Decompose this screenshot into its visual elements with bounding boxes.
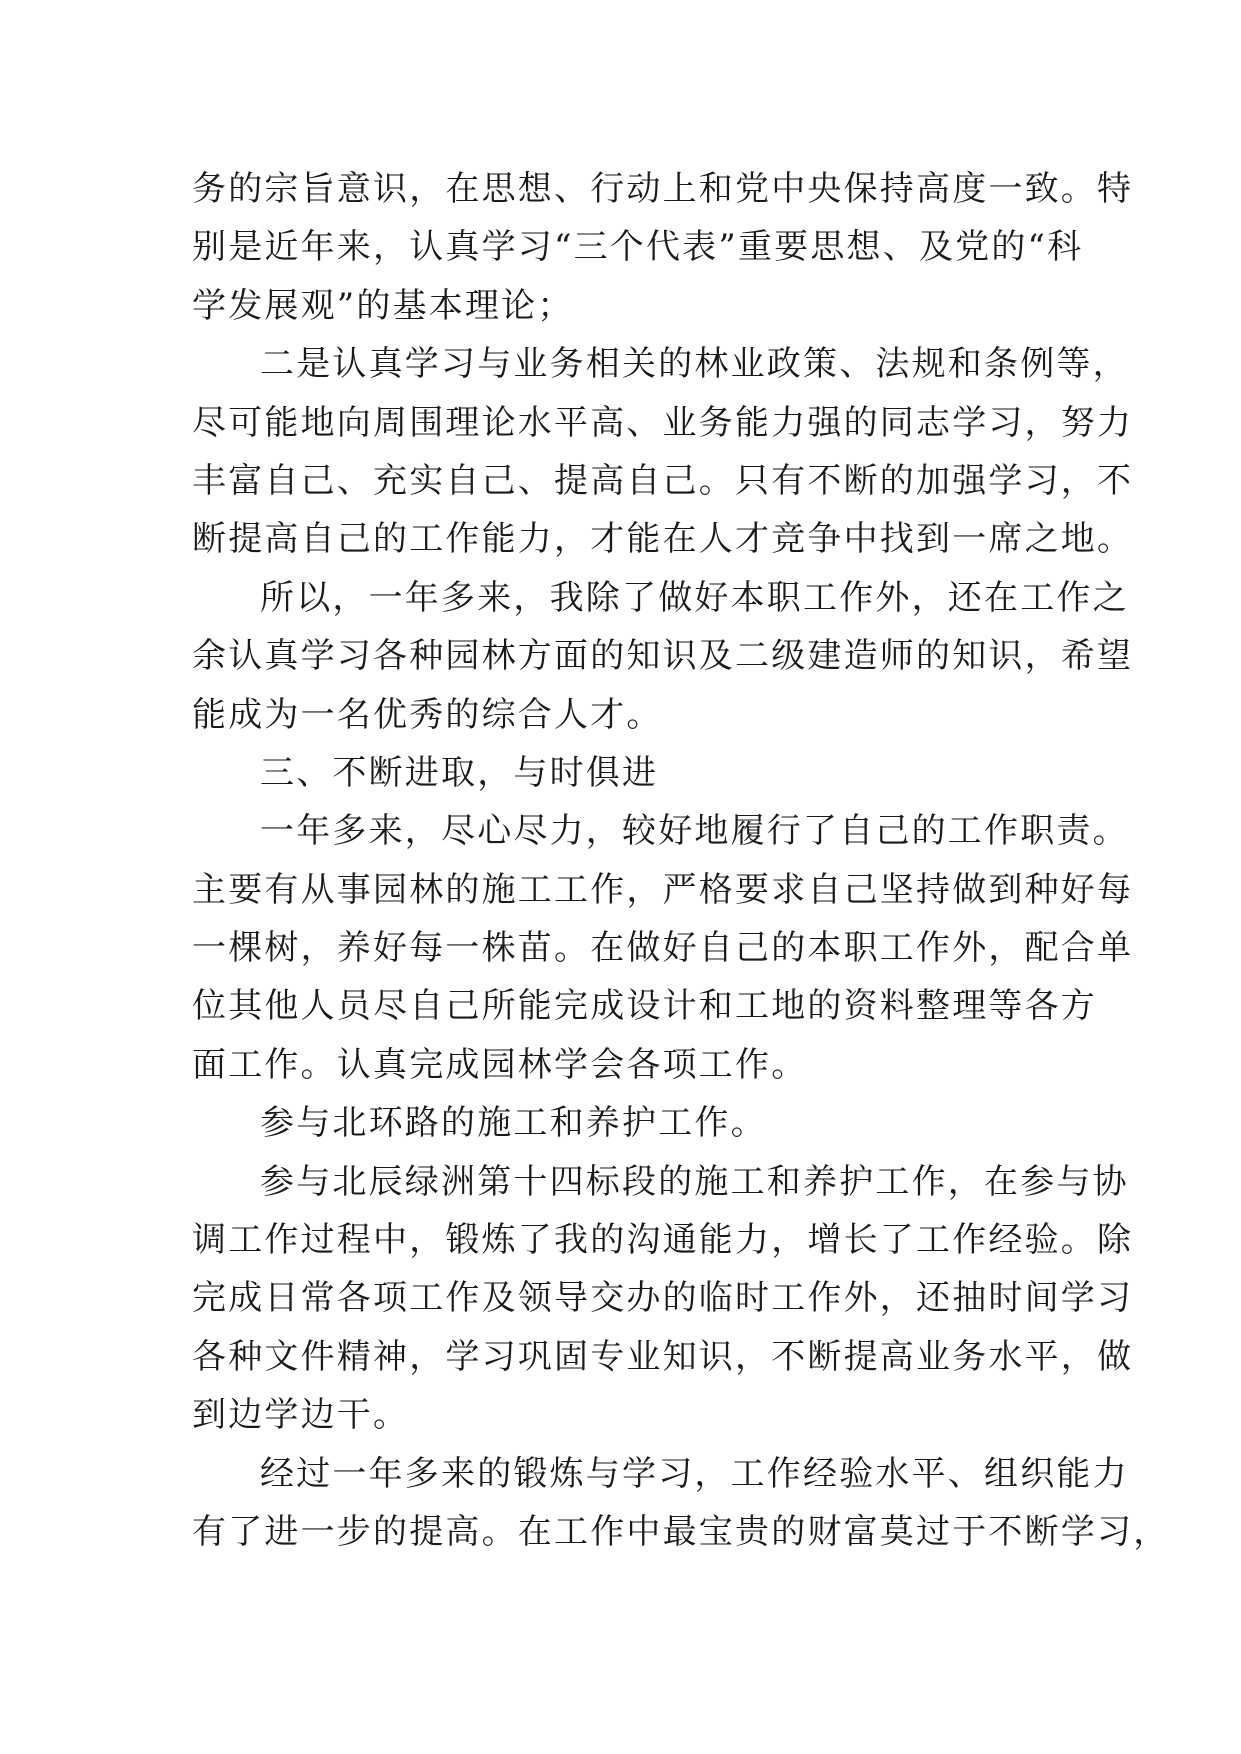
section-heading: 三、不断进取，与时俱进 [260,752,659,793]
text-line: 尽可能地向周围理论水平高、业务能力强的同志学习，努力 [192,402,1134,443]
text-line: 主要有从事园林的施工工作，严格要求自己坚持做到种好每 [192,869,1134,910]
text-line: 丰富自己、充实自己、提高自己。只有不断的加强学习，不 [192,460,1134,501]
paragraph-start-line: 一年多来，尽心尽力，较好地履行了自己的工作职责。 [260,811,1129,852]
text-line: 学发展观”的基本理论； [192,285,574,326]
paragraph-start-line: 参与北环路的施工和养护工作。 [260,1103,767,1144]
text-line: 有了进一步的提高。在工作中最宝贵的财富莫过于不断学习， [192,1511,1170,1552]
text-line: 余认真学习各种园林方面的知识及二级建造师的知识，希望 [192,636,1134,677]
document-body [192,160,1170,1561]
text-line: 到边学边干。 [192,1395,410,1436]
text-line: 完成日常各项工作及领导交办的临时工作外，还抽时间学习 [192,1278,1134,1319]
paragraph-start-line: 经过一年多来的锻炼与学习，工作经验水平、组织能力 [260,1453,1129,1494]
paragraph-start-line: 二是认真学习与业务相关的林业政策、法规和条例等， [260,344,1129,385]
text-line: 别是近年来，认真学习“三个代表”重要思想、及党的“科 [192,227,1084,268]
text-line: 调工作过程中，锻炼了我的沟通能力，增长了工作经验。除 [192,1220,1134,1261]
paragraph-start-line: 所以，一年多来，我除了做好本职工作外，还在工作之 [260,577,1129,618]
text-line: 各种文件精神，学习巩固专业知识，不断提高业务水平，做 [192,1336,1134,1377]
text-line: 能成为一名优秀的综合人才。 [192,694,663,735]
text-line: 面工作。认真完成园林学会各项工作。 [192,1044,808,1085]
text-line: 务的宗旨意识，在思想、行动上和党中央保持高度一致。特 [192,169,1134,209]
paragraph-start-line: 参与北辰绿洲第十四标段的施工和养护工作，在参与协 [260,1161,1129,1202]
text-line: 位其他人员尽自己所能完成设计和工地的资料整理等各方 [192,986,1097,1027]
text-line: 一棵树，养好每一株苗。在做好自己的本职工作外，配合单 [192,928,1134,969]
text-line: 断提高自己的工作能力，才能在人才竞争中找到一席之地。 [192,519,1134,560]
